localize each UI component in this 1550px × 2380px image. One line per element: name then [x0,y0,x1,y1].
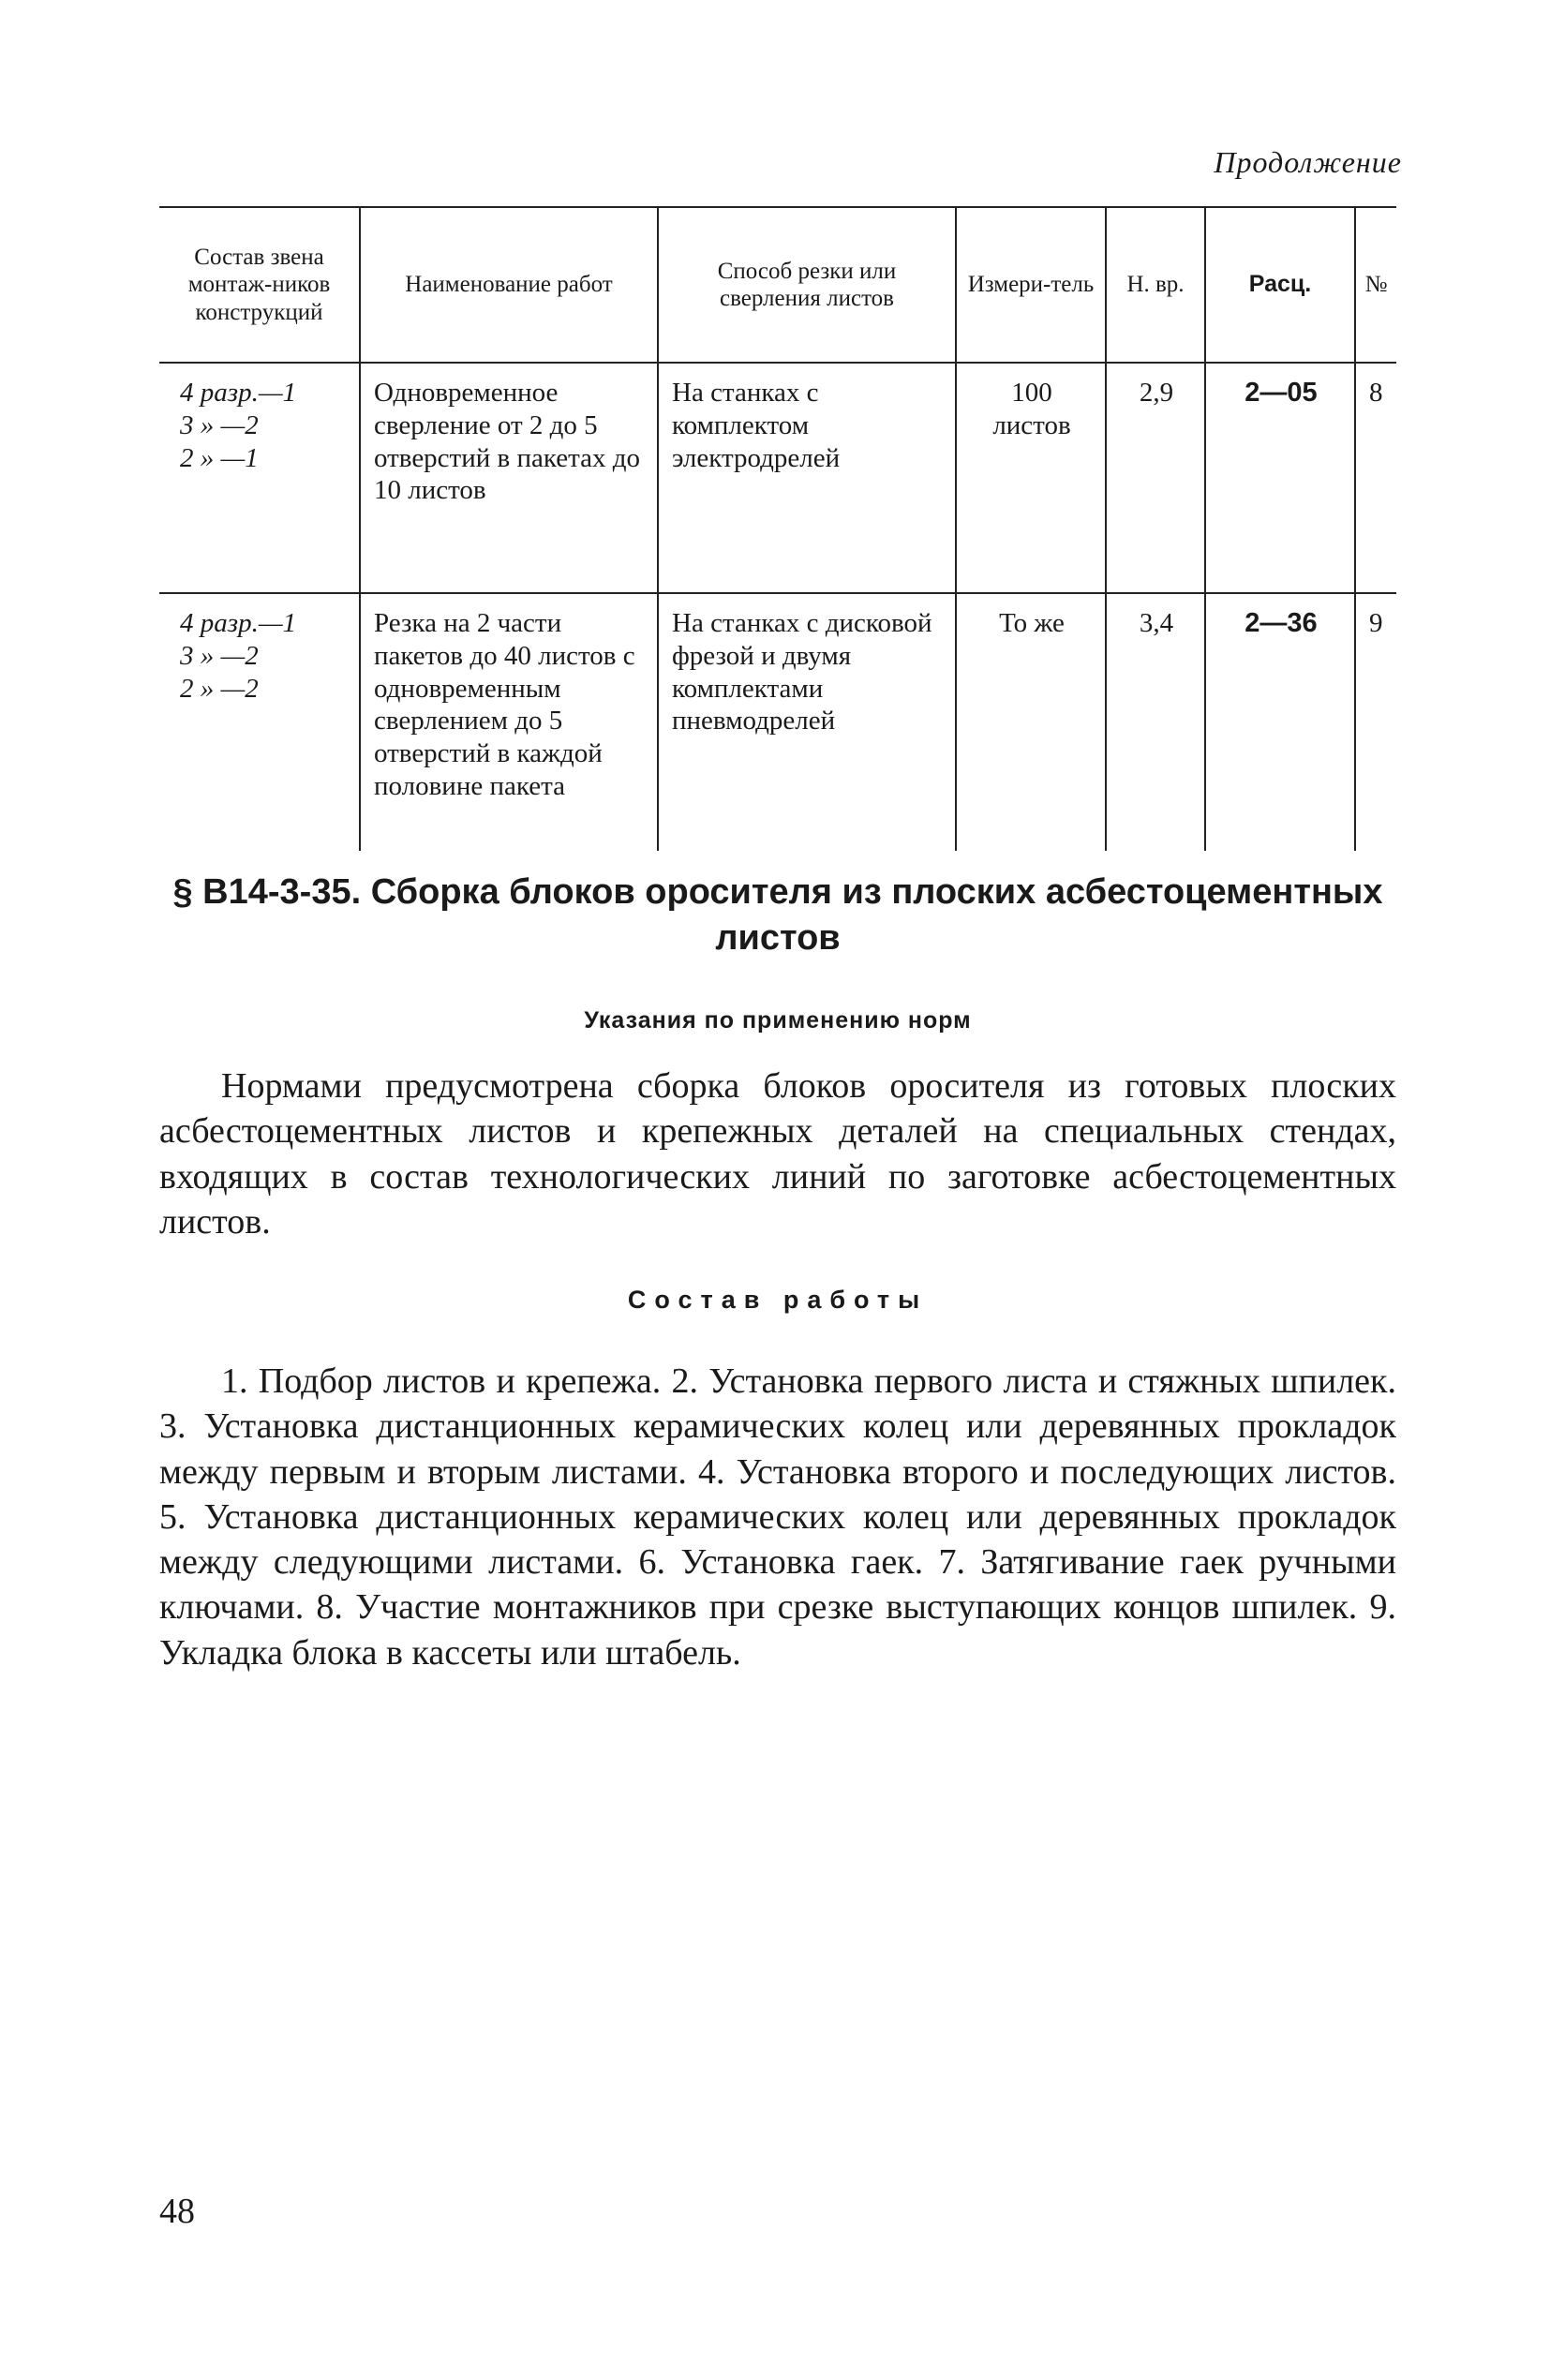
intro-paragraph: Нормами предусмотрена сборка блоков оросителя из готовых плоских асбестоцементных листов и крепежных деталей на специальных стендах, входящих в состав технологических линий по заготовке асбестоцементных листов. [159,1066,1396,1242]
header-number: № [1355,207,1396,363]
norms-table [159,206,1396,851]
cell-work: Одновременное сверление от 2 до 5 отверстий в пакетах до 10 листов [360,363,658,593]
cell-method: На станках с дисковой фрезой и двумя комплектами пневмодрелей [658,593,956,851]
table-header-row [159,207,1396,363]
composition-paragraph: 1. Подбор листов и крепежа. 2. Установка первого листа и стяжных шпилек. 3. Установка дистанционных керамических колец или деревянных прокладок между первым и вторым листами. 4. Установка второго и последующих листов. 5. Установка дистанционных керамических колец или деревянных прокладок между следующими листами. 6. Установка гаек. 7. Затягивание гаек ручными ключами. 8. Участие монтажников при срезке выступающих концов шпилек. 9. Укладка блока в кассеты или штабель. [159,1361,1396,1673]
cell-number: 9 [1355,593,1396,851]
page-number: 48 [159,2192,195,2231]
crew-line: 4 разр.—1 [180,378,297,408]
cell-number: 8 [1355,363,1396,593]
cell-method: На станках с комплектом электродрелей [658,363,956,593]
cell-rate: 2—36 [1205,593,1355,851]
crew-line: 4 разр.—1 [180,608,297,638]
cell-work: Резка на 2 части пакетов до 40 листов с одновременным сверлением до 5 отверстий в каждой половине пакета [360,593,658,851]
crew-line: 3 » —2 [180,409,259,440]
header-method: Способ резки или сверления листов [658,207,956,363]
cell-meter: То же [956,593,1106,851]
header-crew: Состав звена монтаж-ников конструкций [159,207,360,363]
section-heading: § В14-3-35. Сборка блоков оросителя из плоских асбестоцементных листов [172,872,1383,959]
table-row [159,363,1396,593]
continuation-label: Продолжение [1214,145,1402,179]
header-time: Н. вр. [1106,207,1205,363]
crew-line: 3 » —2 [180,640,259,671]
table-row [159,593,1396,851]
crew-line: 2 » —2 [180,673,259,704]
cell-crew [159,363,360,593]
cell-time: 2,9 [1106,363,1205,593]
cell-crew [159,593,360,851]
cell-rate: 2—05 [1205,363,1355,593]
cell-time: 3,4 [1106,593,1205,851]
cell-meter: 100 листов [956,363,1106,593]
crew-line: 2 » —1 [180,442,259,473]
usage-subheading: Указания по применению норм [584,1007,972,1034]
header-work: Наименование работ [360,207,658,363]
header-meter: Измери-тель [956,207,1106,363]
header-rate: Расц. [1205,207,1355,363]
composition-title: Состав работы [627,1286,929,1314]
